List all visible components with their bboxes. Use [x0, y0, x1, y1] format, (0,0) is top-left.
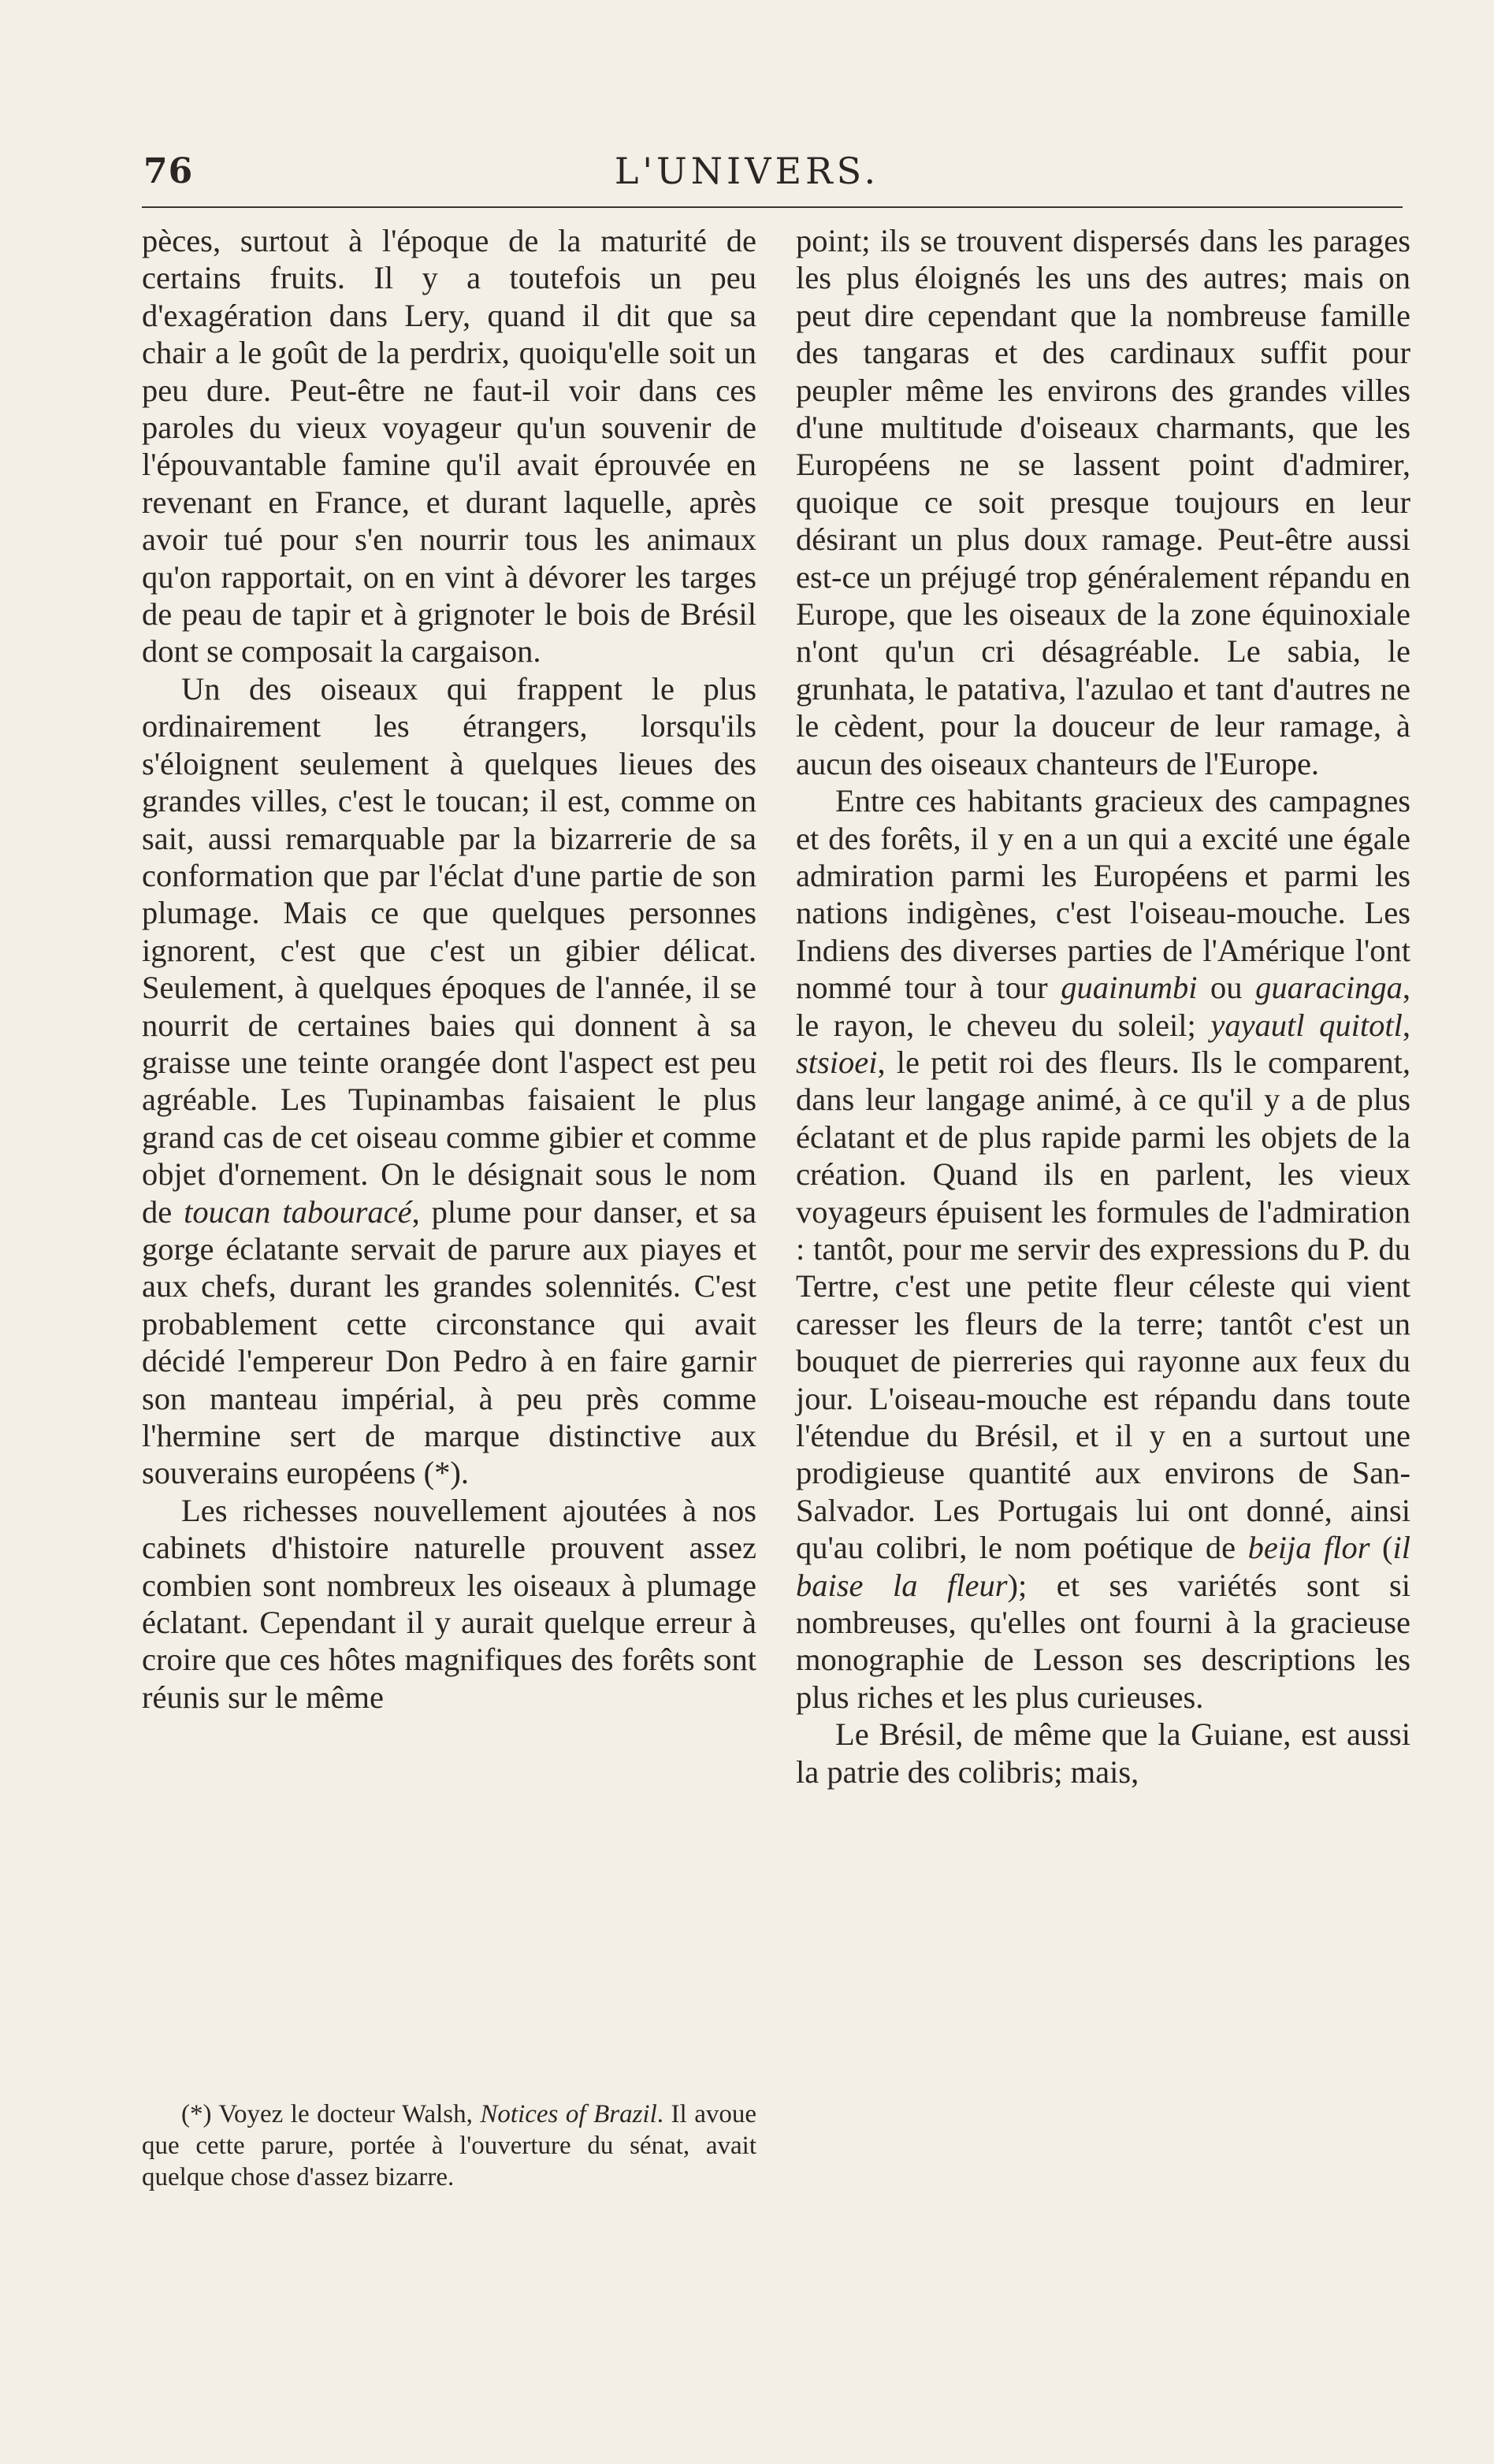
paragraph-oiseau-mouche: Entre ces habitants gracieux des campagnes et des forêts, il y en a un qui a excité une égale admiration parmi les Européens et parmi les nations indigènes, c'est l'oiseau-mouche. Les Indiens des diverses parties de l'Amérique l'ont nommé tour à tour guainumbi ou guaracinga, le rayon, le cheveu du soleil; yayautl quitotl, stsioei, le petit roi des fleurs. Ils le comparent, dans leur langage animé, à ce qu'il y a de plus éclatant et de plus rapide parmi les objets de la création. Quand ils en parlent, les vieux voyageurs épuisent les formules de l'admiration : tantôt, pour me servir des expressions du P. du Tertre, c'est une petite fleur céleste qui vient caresser les fleurs de la terre; tantôt c'est un bouquet de pierreries qui rayonne aux feux du jour. L'oiseau-mouche est répandu dans toute l'étendue du Brésil, et il y en a surtout une prodigieuse quantité aux environs de San-Salvador. Les Portugais lui ont donné, ainsi qu'au colibri, le nom poétique de beija flor (il baise la fleur); et ses variétés sont si nombreuses, qu'elles ont fourni à la gracieuse monographie de Lesson ses descriptions les plus riches et les plus curieuses. [796, 783, 1411, 1715]
term: yayautl quitotl [1210, 1007, 1403, 1043]
paragraph: pèces, surtout à l'époque de la maturité de certains fruits. Il y a toutefois un peu d'exagération dans Lery, quand il dit que sa chair a le goût de la perdrix, quoiqu'elle soit un peu dure. Peut-être ne faut-il voir dans ces paroles du vieux voyageur qu'un souvenir de l'épouvantable famine qu'il avait éprouvée en revenant en France, et durant laquelle, après avoir tué pour s'en nourrir tous les animaux qu'on rapportait, on en vint à dévorer les targes de peau de tapir et à grignoter le bois de Brésil dont se composait la cargaison. [142, 223, 756, 670]
footnote: (*) Voyez le docteur Walsh, Notices of Brazil. Il avoue que cette parure, portée à l'ouverture du sénat, avait quelque chose d'assez bizarre. [142, 2100, 756, 2191]
paragraph-cabinets: Les richesses nouvellement ajoutées à nos cabinets d'histoire naturelle prouvent assez combien sont nombreux les oiseaux à plumage éclatant. Cependant il y aurait quelque erreur à croire que ces hôtes magnifiques des forêts sont réunis sur le même [142, 1492, 756, 1715]
page-number: 76 [143, 151, 194, 191]
right-column [796, 222, 1410, 1790]
header-rule [142, 206, 1403, 208]
term: guainumbi [1061, 970, 1198, 1006]
term-toucan-tabourace: toucan tabouracé [184, 1193, 412, 1230]
paragraph-toucan: Un des oiseaux qui frappent le plus ordinairement les étrangers, lorsqu'ils s'éloignent seulement à quelques lieues des grandes villes, c'est le toucan; il est, comme on sait, aussi remarquable par la bizarrerie de sa conformation que par l'éclat d'une partie de son plumage. Mais ce que quelques personnes ignorent, c'est que c'est un gibier délicat. Seulement, à quelques époques de l'année, il se nourrit de certaines baies qui donnent à sa graisse une teinte orangée dont l'aspect est peu agréable. Les Tupinambas faisaient le plus grand cas de cet oiseau comme gibier et comme objet d'ornement. On le désignait sous le nom de toucan tabouracé, plume pour danser, et sa gorge éclatante servait de parure aux piayes et aux chefs, durant les grandes solennités. C'est probablement cette circonstance qui avait décidé l'empereur Don Pedro à en faire garnir son manteau impérial, à peu près comme l'hermine sert de marque distinctive aux souverains européens (*). [142, 670, 756, 1491]
paragraph-colibris: Le Brésil, de même que la Guiane, est aussi la patrie des colibris; mais, [796, 1716, 1410, 1790]
term: guaracinga [1255, 970, 1403, 1006]
footnote-book-title: Notices of Brazil [480, 2100, 657, 2128]
term: il baise la fleur [796, 1530, 1410, 1603]
running-title: L'UNIVERS. [614, 150, 880, 192]
term: beija flor [1247, 1530, 1370, 1566]
term: stsioei [796, 1044, 878, 1080]
left-column [142, 222, 756, 1716]
paragraph-birds: point; ils se trouvent dispersés dans les parages les plus éloignés les uns des autres; mais on peut dire cependant que la nombreuse famille des tangaras et des cardinaux suffit pour peupler même les environs des grandes villes d'une multitude d'oiseaux charmants, que les Européens ne se lassent point d'admirer, quoique ce soit presque toujours en leur désirant un plus doux ramage. Peut-être aussi est-ce un préjugé trop généralement répandu en Europe, que les oiseaux de la zone équinoxiale n'ont qu'un cri désagréable. Le sabia, le grunhata, le patativa, l'azulao et tant d'autres ne le cèdent, pour la douceur de leur ramage, à aucun des oiseaux chanteurs de l'Europe. [796, 223, 1410, 781]
